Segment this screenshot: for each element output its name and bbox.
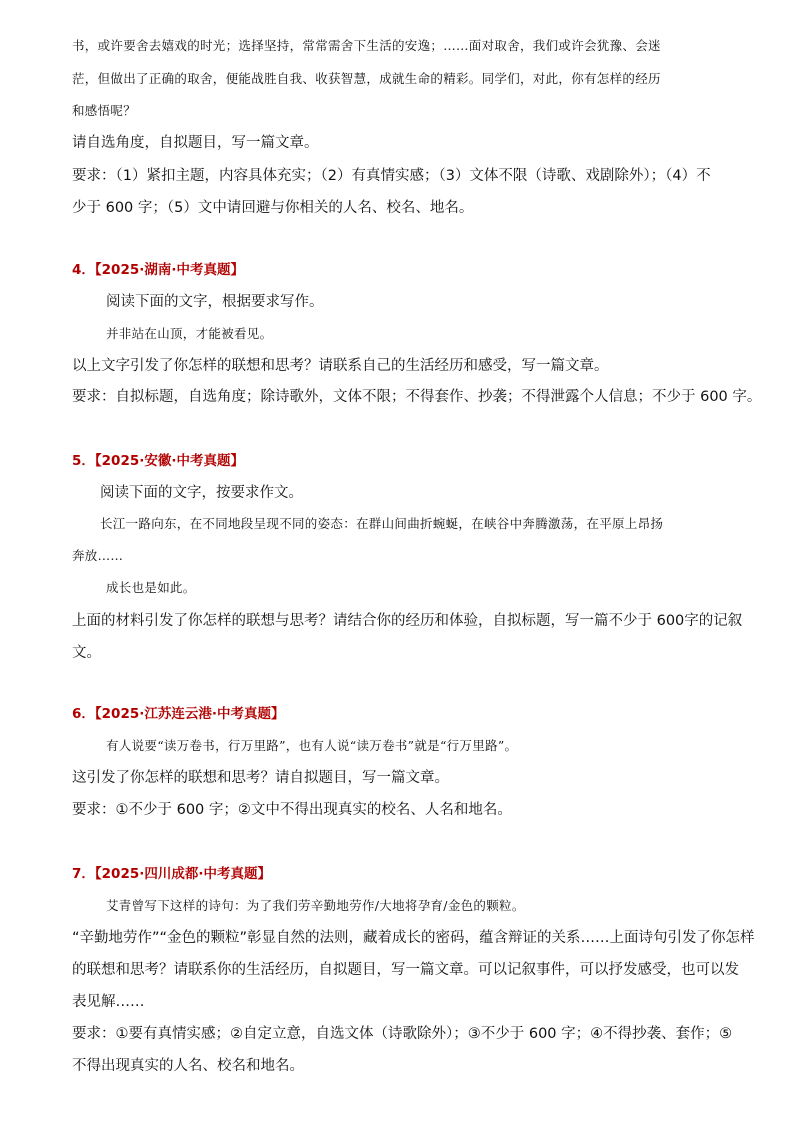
question-heading-7 [72,864,271,884]
quoted-material: 成长也是如此。 [106,580,196,595]
question-prompt: 这引发了你怎样的联想和思考？请自拟题目，写一篇文章。 [72,770,449,786]
material-text-line: 茫，但做出了正确的取舍，便能战胜自我、收获智慧，成就生命的精彩。同学们，对此，你有怎样的经历 [72,71,661,86]
question-heading-4 [72,260,244,280]
quoted-material: 奔放…… [72,548,124,563]
source-tag: 【2025·江苏连云港·中考真题】 [94,706,285,722]
requirement-text: 要求：①要有真情实感；②自定立意，自选文体（诗歌除外）；③不少于 600 字；④不得抄袭、套作；⑤ [72,1026,733,1042]
question-prompt: 以上文字引发了你怎样的联想和思考？请联系自己的生活经历和感受，写一篇文章。 [72,358,609,374]
source-tag: 【2025·安徽·中考真题】 [94,453,244,469]
requirement-text: 少于 600 字；（5）文中请回避与你相关的人名、校名、地名。 [72,200,474,216]
quoted-material: 有人说要“读万卷书，行万里路”，也有人说“读万卷书”就是“行万里路”。 [106,738,518,753]
question-prompt: 表见解…… [72,994,145,1010]
question-heading-5 [72,451,244,471]
instruction-text: 请自选角度，自拟题目，写一篇文章。 [72,135,319,151]
question-number: 4． [72,262,95,278]
quoted-material: 艾青曾写下这样的诗句：为了我们劳辛勤地劳作/大地将孕育/金色的颗粒。 [106,898,525,913]
requirement-text: 要求：自拟标题，自选角度；除诗歌外，文体不限；不得套作、抄袭；不得泄露个人信息；不少于 600 字。 [72,389,762,405]
question-prompt: “辛勤地劳作”“金色的颗粒”彰显自然的法则，藏着成长的密码，蕴含辩证的关系……上面诗句引发了你怎样 [72,930,755,946]
requirement-text: 要求：①不少于 600 字；②文中不得出现真实的校名、人名和地名。 [72,802,512,818]
quoted-material: 长江一路向东，在不同地段呈现不同的姿态：在群山间曲折蜿蜒，在峡谷中奔腾激荡，在平原上昂扬 [100,516,664,531]
material-text-line: 书，或许要舍去嬉戏的时光；选择坚持，常常需舍下生活的安逸；……面对取舍，我们或许会犹豫、会迷 [72,38,661,53]
question-prompt: 上面的材料引发了你怎样的联想与思考？请结合你的经历和体验，自拟标题，写一篇不少于 600字的记叙 [72,613,743,629]
question-intro: 阅读下面的文字，按要求作文。 [100,485,303,501]
material-text-line: 和感悟呢？ [72,103,137,118]
quoted-material: 并非站在山顶，才能被看见。 [106,326,273,341]
question-number: 7． [72,866,95,882]
question-number: 6． [72,706,95,722]
requirement-text: 要求：（1）紧扣主题，内容具体充实；（2）有真情实感；（3）文体不限（诗歌、戏剧除外）；（4）不 [72,168,711,184]
question-prompt: 的联想和思考？请联系你的生活经历，自拟题目，写一篇文章。可以记叙事件，可以抒发感受，也可以发 [72,962,739,978]
question-number: 5． [72,453,95,469]
question-prompt: 文。 [72,645,101,661]
requirement-text: 不得出现真实的人名、校名和地名。 [72,1058,304,1074]
source-tag: 【2025·湖南·中考真题】 [94,262,244,278]
question-intro: 阅读下面的文字，根据要求写作。 [106,294,324,310]
question-heading-6 [72,704,285,724]
source-tag: 【2025·四川成都·中考真题】 [94,866,271,882]
